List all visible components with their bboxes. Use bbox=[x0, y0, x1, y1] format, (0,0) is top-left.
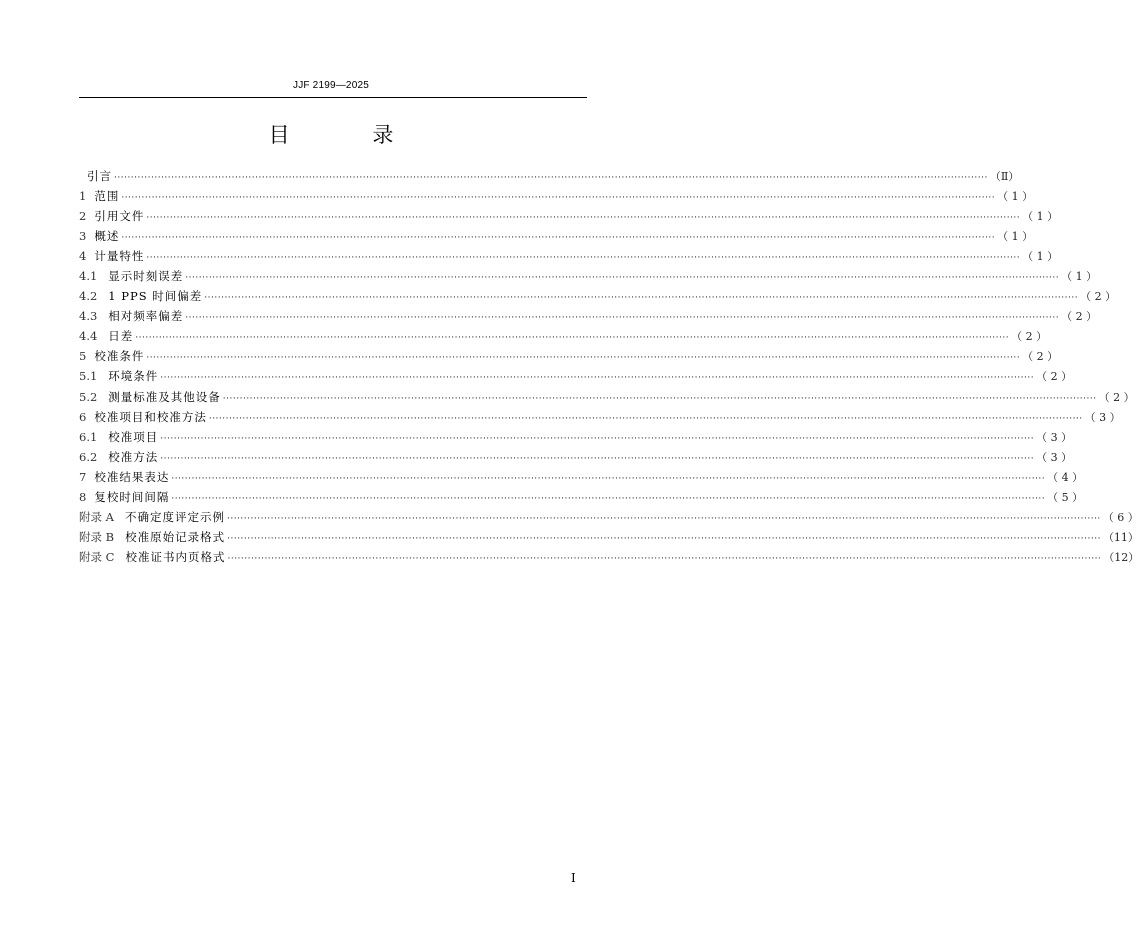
toc-leader-dots: ···································································································································································································································································· bbox=[146, 213, 1021, 224]
toc-entry-number: 4.1 bbox=[79, 269, 98, 284]
toc-entry-title: 测量标准及其他设备 bbox=[108, 389, 221, 404]
toc-entry-number: 1 bbox=[79, 189, 87, 204]
page-title: 目 录 bbox=[268, 123, 432, 147]
page-number: Ⅰ bbox=[571, 871, 576, 885]
toc-entry-page: （ 3 ） bbox=[1084, 410, 1121, 424]
toc-entry-title: 显示时刻误差 bbox=[108, 269, 184, 284]
toc-entry-title: 校准项目 bbox=[108, 429, 159, 444]
toc-entry-title: 计量特性 bbox=[94, 249, 145, 264]
toc-entry-title: 范围 bbox=[94, 189, 120, 204]
toc-entry-number: 5.1 bbox=[79, 369, 98, 384]
toc-entry-title: 1 PPS 时间偏差 bbox=[108, 289, 203, 304]
toc-entry-page: （ 2 ） bbox=[1011, 330, 1048, 344]
toc-entry-page: （ 1 ） bbox=[997, 230, 1034, 244]
toc-entry-number: 3 bbox=[79, 229, 87, 244]
toc-entry-number: 6.2 bbox=[79, 449, 98, 464]
toc-entry-number: 附录 B bbox=[79, 529, 115, 544]
toc-entry-page: （ 2 ） bbox=[1036, 370, 1073, 384]
toc-entry[interactable] bbox=[79, 507, 1139, 527]
toc-entry[interactable] bbox=[79, 306, 1098, 326]
toc-entry[interactable] bbox=[79, 266, 1098, 286]
toc-entry-page: （ 3 ） bbox=[1036, 450, 1073, 464]
toc-entry[interactable] bbox=[79, 527, 1139, 547]
toc-entry-title: 环境条件 bbox=[108, 369, 159, 384]
toc-leader-dots: ···································································································································································································································································· bbox=[114, 173, 988, 183]
toc-entry[interactable] bbox=[79, 366, 1073, 386]
toc-entry-number: 2 bbox=[79, 209, 87, 224]
toc-entry[interactable] bbox=[79, 447, 1073, 467]
table-of-contents bbox=[79, 166, 1139, 567]
toc-entry[interactable] bbox=[79, 186, 1034, 206]
toc-leader-dots: ···································································································································································································································································· bbox=[160, 373, 1035, 384]
toc-leader-dots: ···································································································································································································································································· bbox=[185, 273, 1060, 284]
toc-entry[interactable] bbox=[79, 427, 1073, 447]
toc-entry-page: （ 1 ） bbox=[1022, 210, 1059, 224]
toc-entry-number: 4 bbox=[79, 249, 87, 264]
toc-entry-page: （ 1 ） bbox=[1022, 250, 1059, 264]
toc-leader-dots: ···································································································································································································································································· bbox=[146, 353, 1021, 364]
toc-entry[interactable] bbox=[79, 467, 1084, 487]
toc-entry[interactable] bbox=[79, 487, 1084, 507]
toc-entry-title: 日差 bbox=[108, 329, 134, 344]
toc-entry-number: 4.4 bbox=[79, 329, 98, 344]
toc-entry[interactable] bbox=[79, 387, 1135, 407]
toc-entry-page: （11） bbox=[1102, 530, 1139, 544]
toc-entry[interactable] bbox=[79, 246, 1059, 266]
toc-entry-title: 校准原始记录格式 bbox=[125, 529, 226, 544]
header-divider bbox=[79, 97, 587, 98]
document-code-header: JJF 2199—2025 bbox=[293, 80, 369, 91]
toc-entry-number: 7 bbox=[79, 469, 87, 484]
toc-entry-title: 校准结果表达 bbox=[94, 469, 170, 484]
toc-leader-dots: ···································································································································································································································································· bbox=[222, 393, 1097, 404]
toc-entry-page: （Ⅱ） bbox=[989, 170, 1020, 183]
toc-entry-page: （ 2 ） bbox=[1080, 290, 1117, 304]
toc-entry[interactable] bbox=[79, 346, 1059, 366]
toc-entry[interactable] bbox=[79, 166, 1020, 186]
toc-leader-dots: ···································································································································································································································································· bbox=[227, 553, 1102, 564]
toc-leader-dots: ···································································································································································································································································· bbox=[185, 313, 1060, 324]
toc-entry-number: 5 bbox=[79, 349, 87, 364]
toc-entry-title: 校准条件 bbox=[94, 349, 145, 364]
toc-entry-number: 6 bbox=[79, 409, 87, 424]
toc-entry-title: 相对频率偏差 bbox=[108, 309, 184, 324]
toc-leader-dots: ···································································································································································································································································· bbox=[160, 453, 1035, 464]
toc-leader-dots: ···································································································································································································································································· bbox=[204, 293, 1079, 304]
toc-entry-page: （ 1 ） bbox=[997, 190, 1034, 204]
toc-entry-number: 4.3 bbox=[79, 309, 98, 324]
toc-entry-number: 8 bbox=[79, 489, 87, 504]
toc-entry-title: 复校时间间隔 bbox=[94, 489, 170, 504]
toc-entry-title: 引用文件 bbox=[94, 209, 145, 224]
toc-entry-number: 4.2 bbox=[79, 289, 98, 304]
toc-entry-number: 附录 A bbox=[79, 509, 114, 524]
toc-entry[interactable] bbox=[79, 206, 1059, 226]
toc-leader-dots: ···································································································································································································································································· bbox=[171, 493, 1046, 504]
toc-entry-page: （12） bbox=[1103, 550, 1139, 564]
toc-entry-title: 引言 bbox=[87, 169, 112, 183]
toc-leader-dots: ···································································································································································································································································· bbox=[171, 473, 1046, 484]
toc-entry-page: （ 1 ） bbox=[1061, 270, 1098, 284]
toc-entry-page: （ 6 ） bbox=[1102, 510, 1139, 524]
toc-entry[interactable] bbox=[79, 407, 1121, 427]
toc-entry-page: （ 2 ） bbox=[1022, 350, 1059, 364]
toc-entry-number: 附录 C bbox=[79, 549, 115, 564]
toc-leader-dots: ···································································································································································································································································· bbox=[121, 193, 996, 204]
toc-entry-title: 概述 bbox=[94, 229, 120, 244]
toc-leader-dots: ···································································································································································································································································· bbox=[146, 253, 1021, 264]
toc-entry-page: （ 4 ） bbox=[1047, 470, 1084, 484]
toc-entry-page: （ 5 ） bbox=[1047, 490, 1084, 504]
toc-leader-dots: ···································································································································································································································································· bbox=[160, 433, 1035, 444]
toc-entry-title: 不确定度评定示例 bbox=[124, 509, 225, 524]
toc-entry-number: 6.1 bbox=[79, 429, 98, 444]
toc-entry-page: （ 2 ） bbox=[1098, 390, 1135, 404]
toc-leader-dots: ···································································································································································································································································· bbox=[121, 233, 996, 244]
toc-entry[interactable] bbox=[79, 547, 1139, 567]
toc-entry[interactable] bbox=[79, 326, 1048, 346]
toc-entry-title: 校准项目和校准方法 bbox=[94, 409, 207, 424]
toc-leader-dots: ···································································································································································································································································· bbox=[208, 413, 1083, 424]
toc-entry-title: 校准方法 bbox=[108, 449, 159, 464]
toc-entry[interactable] bbox=[79, 286, 1117, 306]
toc-entry[interactable] bbox=[79, 226, 1034, 246]
toc-leader-dots: ···································································································································································································································································· bbox=[135, 333, 1010, 344]
toc-entry-page: （ 3 ） bbox=[1036, 430, 1073, 444]
toc-entry-number: 5.2 bbox=[79, 389, 98, 404]
toc-entry-page: （ 2 ） bbox=[1061, 310, 1098, 324]
toc-leader-dots: ···································································································································································································································································· bbox=[227, 533, 1101, 544]
toc-entry-title: 校准证书内页格式 bbox=[125, 549, 226, 564]
toc-leader-dots: ···································································································································································································································································· bbox=[226, 513, 1101, 524]
